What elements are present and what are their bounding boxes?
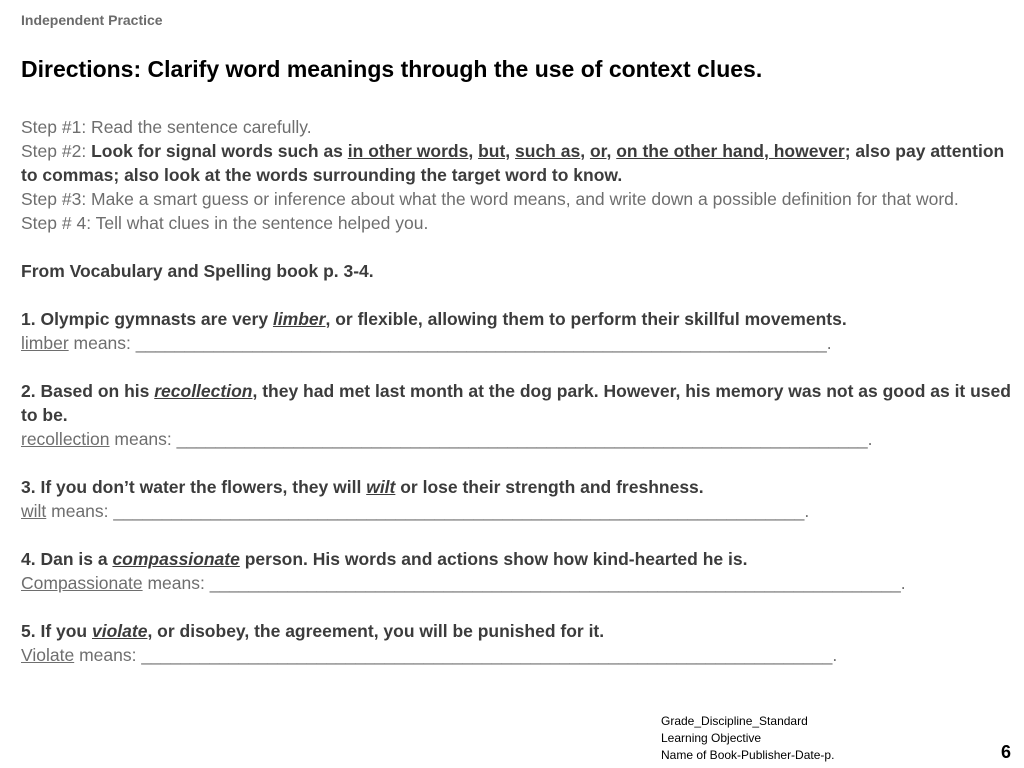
target-word: wilt: [366, 477, 396, 497]
spacer: [21, 355, 1011, 379]
answer-line[interactable]: [21, 331, 1011, 355]
target-word: compassionate: [112, 549, 240, 569]
sentence-text: 1. Olympic gymnasts are very: [21, 309, 273, 329]
answer-blank[interactable]: means: _______________________________________________________________________.: [46, 501, 810, 521]
answer-blank[interactable]: means: _______________________________________________________________________.: [74, 645, 838, 665]
step-4: Step # 4: Tell what clues in the sentence helped you.: [21, 213, 429, 233]
sentence-text: person. His words and actions show how kind-hearted he is.: [239, 549, 748, 569]
footer-citation: Name of Book-Publisher-Date-p.: [661, 748, 835, 762]
sentence-text: , or disobey, the agreement, you will be punished for it.: [147, 621, 605, 641]
step-3: Step #3: Make a smart guess or inference about what the word means, and write down a possible definition for that word.: [21, 189, 959, 209]
signal-word: on the other hand, however: [616, 141, 845, 161]
spacer: [21, 283, 1011, 307]
sentence-text: , or flexible, allowing them to perform their skillful movements.: [325, 309, 847, 329]
answer-line[interactable]: [21, 643, 1011, 667]
source-reference: From Vocabulary and Spelling book p. 3-4.: [21, 261, 374, 281]
answer-word: Compassionate: [21, 573, 143, 593]
question-sentence: [21, 379, 1011, 427]
signal-word: in other words: [347, 141, 469, 161]
sentence-text: 2. Based on his: [21, 381, 155, 401]
sentence-text: , they had met last month at the dog park. However, his memory was not as good as it used to be.: [21, 381, 1011, 425]
separator: ,: [468, 141, 479, 161]
answer-line[interactable]: [21, 499, 1011, 523]
question-item: [21, 307, 1011, 355]
separator: ,: [580, 141, 590, 161]
answer-blank[interactable]: means: _______________________________________________________________________.: [109, 429, 873, 449]
question-sentence: [21, 307, 1011, 331]
spacer: [21, 523, 1011, 547]
question-item: [21, 379, 1011, 451]
answer-word: Violate: [21, 645, 75, 665]
footer-info: [661, 713, 834, 764]
question-sentence: [21, 475, 1011, 499]
worksheet-body: [21, 115, 1011, 667]
answer-word: recollection: [21, 429, 110, 449]
question-item: [21, 547, 1011, 595]
question-item: [21, 475, 1011, 523]
sentence-text: or lose their strength and freshness.: [395, 477, 704, 497]
question-sentence: [21, 547, 1011, 571]
footer-objective: Learning Objective: [661, 731, 762, 745]
answer-line[interactable]: [21, 571, 1011, 595]
signal-word: such as: [515, 141, 581, 161]
step-1: Step #1: Read the sentence carefully.: [21, 117, 312, 137]
target-word: recollection: [154, 381, 253, 401]
step-2-text: Look for signal words such as: [91, 141, 348, 161]
answer-word: wilt: [21, 501, 47, 521]
spacer: [21, 235, 1011, 259]
separator: ,: [606, 141, 617, 161]
answer-line[interactable]: [21, 427, 1011, 451]
answer-blank[interactable]: means: _______________________________________________________________________.: [142, 573, 906, 593]
page-number: 6: [1001, 742, 1012, 762]
answer-word: limber: [21, 333, 69, 353]
footer-standard: Grade_Discipline_Standard: [661, 714, 808, 728]
sentence-text: 4. Dan is a: [21, 549, 113, 569]
target-word: violate: [91, 621, 148, 641]
spacer: [21, 451, 1011, 475]
answer-blank[interactable]: means: _______________________________________________________________________.: [68, 333, 832, 353]
question-sentence: [21, 619, 1011, 643]
spacer: [21, 595, 1011, 619]
target-word: limber: [272, 309, 326, 329]
signal-word: or: [589, 141, 607, 161]
question-item: [21, 619, 1011, 667]
step-2-prefix: Step #2:: [21, 141, 92, 161]
sentence-text: 5. If you: [21, 621, 92, 641]
step-2-text: ; also pay attention to commas; also look at the words surrounding the target word to know.: [21, 141, 1005, 185]
section-header: Independent Practice: [21, 12, 163, 28]
sentence-text: 3. If you don’t water the flowers, they will: [21, 477, 367, 497]
page-title: Directions: Clarify word meanings through the use of context clues.: [21, 56, 763, 82]
step-2: [21, 139, 1011, 187]
signal-word: but,: [478, 141, 511, 161]
